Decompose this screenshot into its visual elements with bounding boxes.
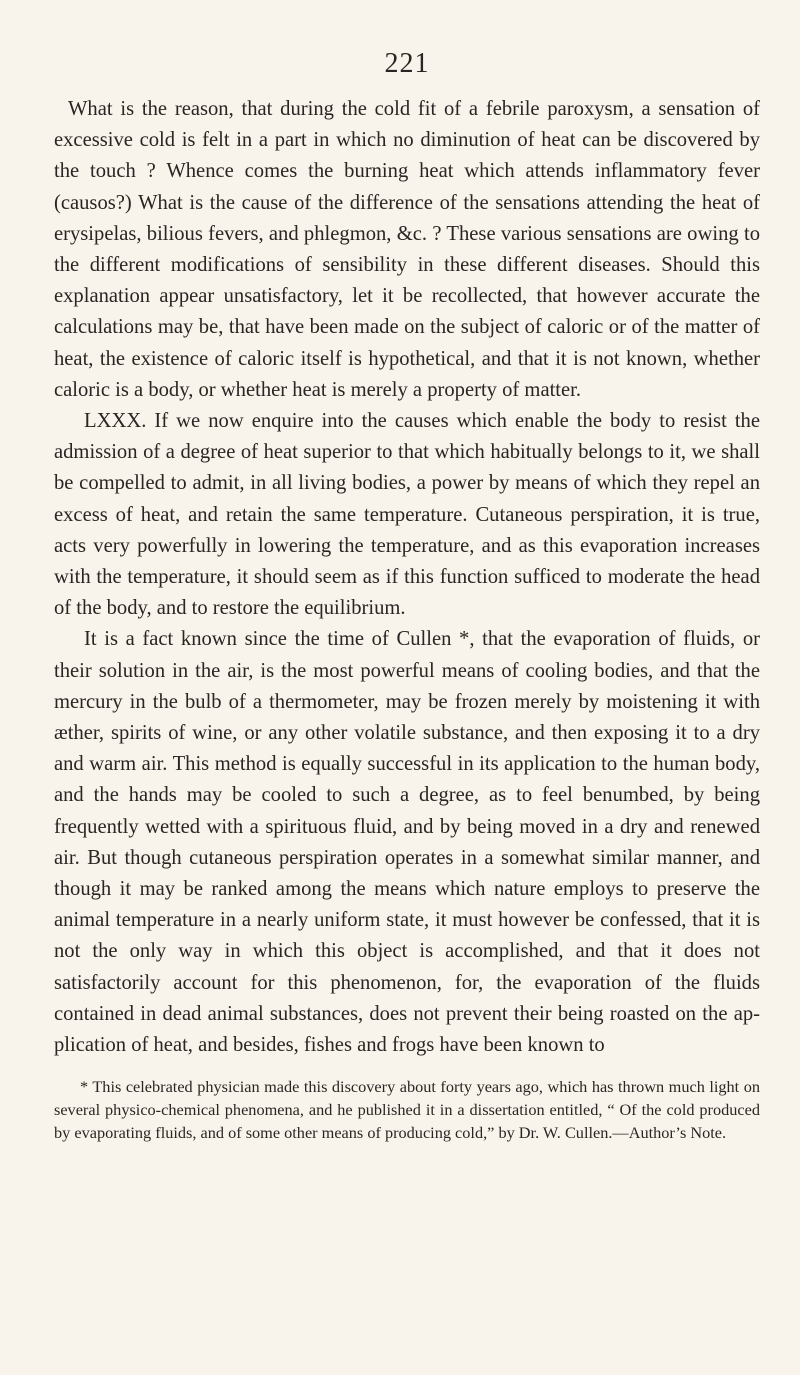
page-number: 221 — [384, 48, 430, 79]
paragraph-2: LXXX. If we now enquire into the causes which enable the body to resist the admission of a degree of heat superior to that which habitually belongs to it, we shall be compelled to admit, in all living bodies, a power by means of which they repel an excess of heat, and retain the same temperature. Cutaneous perspiration, it is true, acts very powerfully in lowering the temperature, and as this evaporation increases with the temperature, it should seem as if this function sufficed to moderate the head of the body, and to restore the equilibrium. — [54, 410, 760, 620]
paragraph-1: What is the reason, that during the cold fit of a febrile paroxysm, a sensation of excessive cold is felt in a part in which no diminution of heat can be discovered by the touch ? Whence comes the burning heat which attends inflammatory fever (causos?) What is the cause of the difference of the sensations attending the heat of erysipelas, bilious fevers, and phlegmon, &c. ? These various sensations are owing to the different modifications of sensibility in these different diseases. Should this explanation appear unsatisfactory, let it be recollected, that however accurate the calculations may be, that have been made on the subject of caloric or of the matter of heat, the existence of caloric itself is hypothetical, and that it is not known, whether caloric is a body, or whether heat is merely a property of matter. — [54, 98, 760, 401]
body-text — [54, 94, 760, 1061]
paragraph-3: It is a fact known since the time of Cullen *, that the evaporation of fluids, or their solution in the air, is the most powerful means of cooling bodies, and that the mercury in the bulb of a thermometer, may be frozen merely by moistening it with æther, spirits of wine, or any other volatile substance, and then exposing it to a dry and warm air. This method is equally successful in its application to the human body, and the hands may be cooled to such a degree, as to feel benumbed, by being frequently wetted with a spirituous fluid, and by being moved in a dry and renewed air. But though cutaneous perspiration operates in a somewhat similar manner, and though it may be ranked among the means which nature employs to preserve the animal temperature in a nearly uniform state, it must however be confessed, that it is not the only way in which this object is accomplished, and that it does not satisfactorily account for this phenomenon, for, the evaporation of the fluids contained in dead animal substances, does not prevent their being roasted on the application of heat, and besides, fishes and frogs have been known to — [54, 628, 760, 1057]
footnote — [54, 1075, 760, 1144]
footnote-text: * This celebrated physician made this discovery about forty years ago, which has thrown much light on several physico-chemical phenomena, and he published it in a dissertation entitled, “ Of the cold produced by evaporating fluids, and of some other means of producing cold,” by Dr. W. Cullen.—Author’s Note. — [54, 1077, 760, 1143]
